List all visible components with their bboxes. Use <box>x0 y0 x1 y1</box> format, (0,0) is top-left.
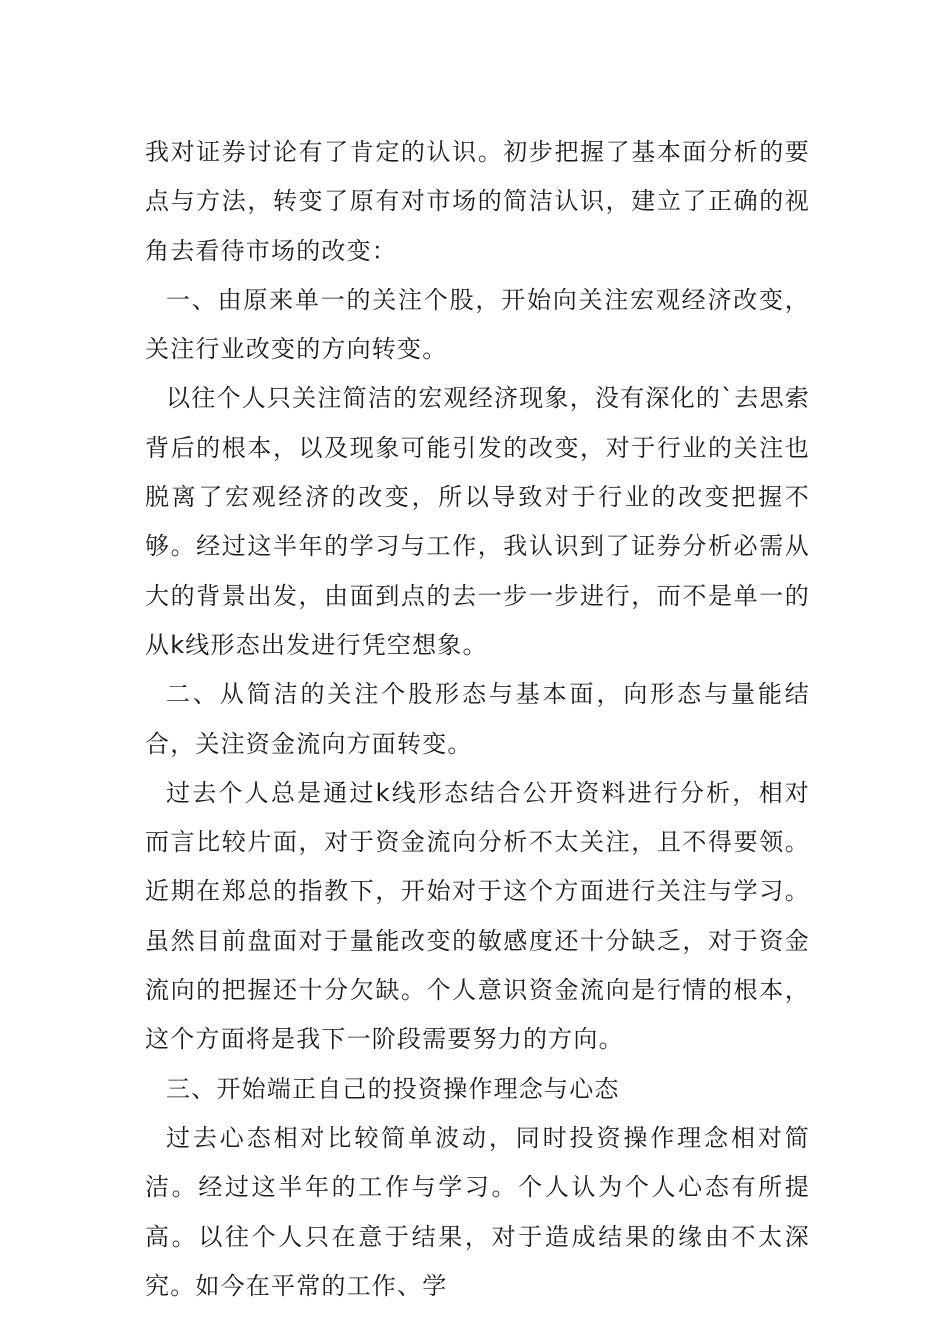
paragraph-point-two: 二、从简洁的关注个股形态与基本面，向形态与量能结合，关注资金流向方面转变。 <box>145 680 810 758</box>
document-body <box>145 128 810 1311</box>
paragraph-point-one: 一、由原来单一的关注个股，开始向关注宏观经济改变，关注行业改变的方向转变。 <box>145 285 810 364</box>
paragraph-point-one-detail: 以往个人只关注简洁的宏观经济现象，没有深化的`去思索背后的根本，以及现象可能引发的改变，对于行业的关注也脱离了宏观经济的改变，所以导致对于行业的改变把握不够。经过这半年的学习与工作，我认识到了证券分析必需从大的背景出发，由面到点的去一步一步进行，而不是单一的从k线形态出发进行凭空想象。 <box>145 384 810 659</box>
paragraph-point-three: 三、开始端正自己的投资操作理念与心态 <box>166 1074 620 1103</box>
paragraph-point-three-detail: 过去心态相对比较简单波动，同时投资操作理念相对简洁。经过这半年的工作与学习。个人认为个人心态有所提高。以往个人只在意于结果，对于造成结果的缘由不太深究。如今在平常的工作、学 <box>145 1123 810 1300</box>
paragraph-point-two-detail: 过去个人总是通过k线形态结合公开资料进行分析，相对而言比较片面，对于资金流向分析不太关注，且不得要领。近期在郑总的指教下，开始对于这个方面进行关注与学习。虽然目前盘面对于量能改变的敏感度还十分缺乏，对于资金流向的把握还十分欠缺。个人意识资金流向是行情的根本，这个方面将是我下一阶段需要努力的方向。 <box>145 778 810 1054</box>
paragraph-intro: 我对证券讨论有了肯定的认识。初步把握了基本面分析的要点与方法，转变了原有对市场的简洁认识，建立了正确的视角去看待市场的改变： <box>145 138 810 265</box>
